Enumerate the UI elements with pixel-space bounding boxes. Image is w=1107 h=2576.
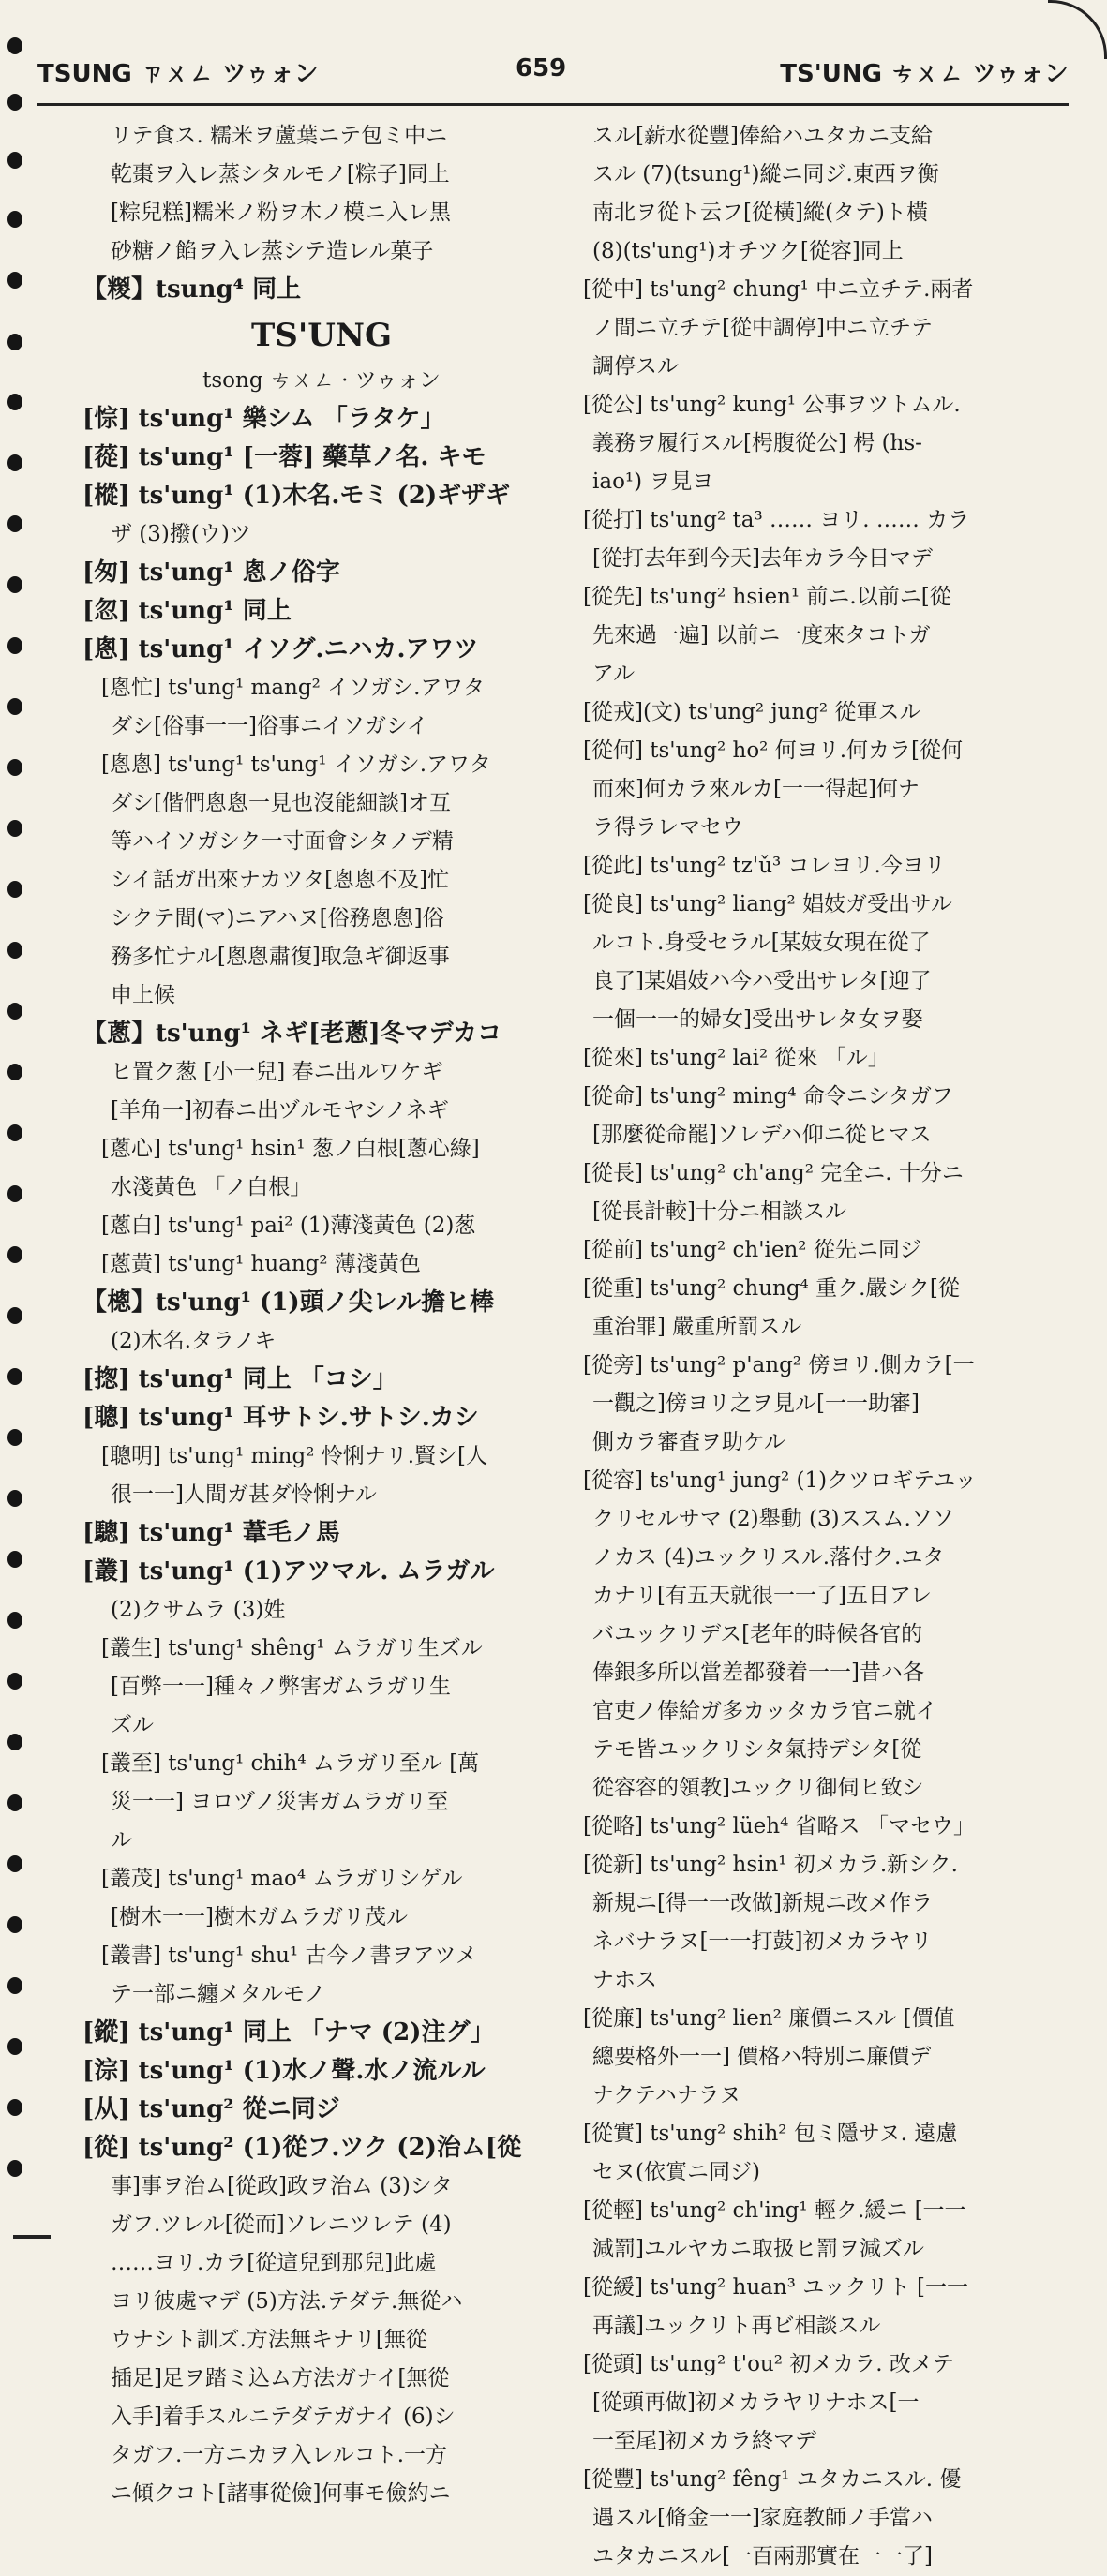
- binding-hole: [7, 1307, 22, 1324]
- dictionary-line: ヨリ彼處マデ (5)方法.テダテ.無從ハ: [111, 2289, 463, 2314]
- header-left-term: TSUNG ㄗㄨㄥ ツゥォン: [37, 60, 319, 88]
- dictionary-line: 調停スル: [592, 354, 679, 379]
- dictionary-line: ニ傾クコト[諸事從儉]何事モ儉約ニ: [111, 2481, 451, 2506]
- dictionary-line: [從容] ts'ung¹ jung² (1)クツロギテユッ: [583, 1468, 977, 1493]
- binding-hole: [7, 698, 22, 715]
- binding-hole: [7, 211, 22, 228]
- binding-hole: [7, 1673, 22, 1690]
- dictionary-line: 一觀之]傍ヨリ之ヲ見ル[一一助審]: [592, 1392, 920, 1416]
- dictionary-line: タガフ.一方ニカヲ入レルコト.一方: [111, 2443, 448, 2467]
- binding-hole: [7, 1916, 22, 1933]
- dictionary-line: [淙] ts'ung¹ (1)水ノ聲.水ノ流ルル: [82, 2057, 486, 2085]
- dictionary-line: [從頭] ts'ung² t'ou² 初メカラ. 改メテ: [583, 2352, 954, 2376]
- dictionary-line: [叢至] ts'ung¹ chih⁴ ムラガリ至ル [萬: [101, 1751, 480, 1776]
- dictionary-line: ネバナラヌ[一一打鼓]初メカラヤリ: [592, 1929, 933, 1954]
- dictionary-line: [蔥心] ts'ung¹ hsin¹ 葱ノ白根[蔥心綠]: [101, 1137, 480, 1161]
- binding-hole: [7, 1551, 22, 1568]
- dictionary-line: 一個一一的婦女]受出サレタ女ヲ娶: [592, 1007, 923, 1032]
- dictionary-line: [從重] ts'ung² chung⁴ 重ク.嚴シク[從: [583, 1276, 960, 1301]
- dictionary-line: 減罰]ユルヤカニ取扱ヒ罰ヲ減ズル: [592, 2237, 924, 2261]
- dictionary-line: スル (7)(tsung¹)縱ニ同ジ.東西ヲ衡: [592, 162, 939, 186]
- binding-hole: [7, 1246, 22, 1263]
- binding-hole: [7, 2099, 22, 2116]
- dictionary-line: [從中] ts'ung² chung¹ 中ニ立チテ.兩者: [583, 277, 974, 302]
- dictionary-line: [從命] ts'ung² ming⁴ 命令ニシタガフ: [583, 1084, 953, 1109]
- dictionary-line: [從實] ts'ung² shih² 包ミ隱サヌ. 遠慮: [583, 2122, 958, 2146]
- dictionary-line: 新規ニ[得一一改做]新規ニ改メ作ラ: [592, 1891, 933, 1915]
- dictionary-line: 總要格外一一] 價格ハ特別ニ廉價デ: [592, 2045, 932, 2069]
- page-curl: [1048, 0, 1107, 59]
- binding-hole: [7, 1185, 22, 1202]
- binding-hole: [7, 1429, 22, 1446]
- dictionary-line: TS'UNG: [250, 317, 393, 354]
- dictionary-line: [從前] ts'ung² ch'ien² 從先ニ同ジ: [583, 1238, 921, 1262]
- dictionary-line: クリセルサマ (2)舉動 (3)ススム.ソソ: [592, 1507, 954, 1531]
- binding-hole: [7, 1977, 22, 1994]
- dictionary-line: 再議]ユックリト再ビ相談スル: [592, 2314, 881, 2338]
- dictionary-line: アル: [592, 662, 636, 686]
- page-number: 659: [516, 54, 567, 82]
- dictionary-line: [從戎](文) ts'ung² jung² 從軍スル: [583, 700, 921, 724]
- dictionary-line: [從良] ts'ung² liang² 娼妓ガ受出サル: [583, 892, 952, 916]
- binding-hole: [7, 37, 22, 54]
- dictionary-line: 【糉】tsung⁴ 同上: [82, 275, 302, 304]
- dictionary-line: [從頭再做]初メカラヤリナホス[一: [592, 2390, 920, 2415]
- dictionary-line: シクテ間(マ)ニアハヌ[俗務悤悤]俗: [111, 906, 444, 931]
- dictionary-line: 官吏ノ俸給ガ多カッタカラ官ニ就イ: [592, 1699, 937, 1723]
- dictionary-line: 遇スル[脩金一一]家庭教師ノ手當ハ: [592, 2506, 933, 2530]
- binding-hole: [7, 820, 22, 837]
- binding-hole: [7, 1612, 22, 1629]
- binding-hole: [7, 1855, 22, 1872]
- binding-hole: [7, 1490, 22, 1507]
- dictionary-line: 一至尾]初メカラ終マデ: [592, 2429, 816, 2453]
- dictionary-line: [忽] ts'ung¹ 同上: [82, 597, 292, 625]
- dictionary-line: [蓯] ts'ung¹ [一蓉] 藥草ノ名. キモ: [82, 443, 486, 471]
- dictionary-line: [樅] ts'ung¹ (1)木名.モミ (2)ギザギ: [82, 482, 511, 510]
- binding-hole: [7, 759, 22, 776]
- dictionary-line: [從長計較]十分ニ相談スル: [592, 1199, 846, 1224]
- dictionary-line: [從何] ts'ung² ho² 何ヨリ.何カラ[從何: [583, 738, 963, 763]
- dictionary-line: [從打去年到今天]去年カラ今日マデ: [592, 546, 933, 571]
- dictionary-line: [從豐] ts'ung² fêng¹ ユタカニスル. 優: [583, 2467, 962, 2492]
- header-right-term: TS'UNG ㄘㄨㄥ ツゥォン: [780, 60, 1069, 88]
- dictionary-line: 等ハイソガシク一寸面會シタノデ精: [111, 829, 454, 854]
- dictionary-line: ルコト.身受セラル[某妓女現在從了: [592, 931, 931, 955]
- binding-hole: [7, 272, 22, 289]
- dictionary-line: [從來] ts'ung² lai² 從來 「ル」: [583, 1046, 890, 1070]
- dictionary-line: [從先] ts'ung² hsien¹ 前ニ.以前ニ[從: [583, 585, 951, 609]
- dictionary-line: ヒ置ク葱 [小一兒] 春ニ出ルワケギ: [111, 1060, 443, 1084]
- dictionary-line: 水淺黃色 「ノ白根」: [111, 1175, 312, 1199]
- dictionary-line: ウナシト訓ズ.方法無キナリ[無從: [111, 2328, 427, 2352]
- dictionary-line: ダシ[偕們悤悤一見也沒能細談]オ互: [111, 791, 451, 815]
- dictionary-line: [匆] ts'ung¹ 悤ノ俗字: [82, 558, 340, 587]
- dictionary-line: [鏦] ts'ung¹ 同上 「ナマ (2)注グ」: [82, 2018, 495, 2047]
- dictionary-line: 重治罪] 嚴重所罰スル: [592, 1315, 802, 1339]
- dictionary-line: [蔥黃] ts'ung¹ huang² 薄淺黃色: [101, 1252, 421, 1276]
- dictionary-line: [那麼從命罷]ソレデハ仰ニ從ヒマス: [592, 1123, 932, 1147]
- dictionary-line: [從公] ts'ung² kung¹ 公事ヲツトムル.: [583, 393, 961, 417]
- dictionary-line: 入手]着手スルニテダテガナイ (6)シ: [111, 2405, 456, 2429]
- dictionary-line: ザ (3)撥(ウ)ツ: [111, 522, 251, 546]
- dictionary-line: [叢] ts'ung¹ (1)アツマル. ムラガル: [82, 1557, 495, 1586]
- dictionary-line: [聰] ts'ung¹ 耳サトシ.サトシ.カシ: [82, 1404, 479, 1432]
- dictionary-line: [从] ts'ung² 從ニ同ジ: [82, 2095, 340, 2123]
- dictionary-line: [蔥白] ts'ung¹ pai² (1)薄淺黃色 (2)葱: [101, 1214, 476, 1238]
- dictionary-line: [從略] ts'ung² lüeh⁴ 省略ス 「マセウ」: [583, 1814, 975, 1839]
- dictionary-line: [從新] ts'ung² hsin¹ 初メカラ.新シク.: [583, 1853, 958, 1877]
- dictionary-line: [粽兒糕]糯米ノ粉ヲ木ノ模ニ入レ黒: [111, 201, 451, 225]
- dictionary-line: 俸銀多所以當差都發着一一]昔ハ各: [592, 1660, 924, 1685]
- dictionary-line: iao¹) ヲ見ヨ: [592, 469, 714, 494]
- dictionary-line: [樹木一一]樹木ガムラガリ茂ル: [111, 1905, 408, 1929]
- dictionary-line: [驄] ts'ung¹ 葦毛ノ馬: [82, 1519, 340, 1547]
- dictionary-line: 【樬】ts'ung¹ (1)頭ノ尖レル擔ヒ棒: [82, 1288, 495, 1317]
- dictionary-line: 良了]某娼妓ハ今ハ受出サレタ[迎了: [592, 969, 932, 993]
- footer-mark: [13, 2235, 51, 2239]
- dictionary-line: [悰] ts'ung¹ 樂シム 「ラタケ」: [82, 405, 445, 433]
- dictionary-line: 插足]足ヲ踏ミ込ム方法ガナイ[無從: [111, 2366, 450, 2390]
- dictionary-line: [從旁] ts'ung² p'ang² 傍ヨリ.側カラ[一: [583, 1353, 975, 1377]
- dictionary-line: (8)(ts'ung¹)オチツク[從容]同上: [592, 239, 904, 263]
- binding-hole: [7, 1734, 22, 1750]
- dictionary-line: 南北ヲ從ト云フ[從橫]縱(タテ)ト橫: [592, 201, 928, 225]
- dictionary-line: ガフ.ツレル[從而]ソレニツレテ (4): [111, 2212, 452, 2237]
- dictionary-line: [從廉] ts'ung² lien² 廉價ニスル [價值: [583, 2006, 955, 2031]
- dictionary-line: テモ皆ユックリシタ氣持デシタ[從: [592, 1737, 922, 1762]
- dictionary-line: ズル: [111, 1713, 154, 1737]
- binding-holes: [0, 0, 37, 2257]
- dictionary-line: ノ間ニ立チテ[從中調停]中ニ立チテ: [592, 316, 933, 340]
- binding-hole: [7, 881, 22, 898]
- dictionary-line: [叢生] ts'ung¹ shêng¹ ムラガリ生ズル: [101, 1636, 483, 1660]
- dictionary-line: [悤忙] ts'ung¹ mang² イソガシ.アワタ: [101, 676, 486, 700]
- dictionary-line: (2)木名.タラノキ: [111, 1329, 277, 1353]
- dictionary-line: 義務ヲ履行スル[枵腹從公] 枵 (hs-: [592, 431, 922, 455]
- dictionary-line: [揔] ts'ung¹ 同上 「コシ」: [82, 1365, 397, 1393]
- dictionary-line: 先來過一遍] 以前ニ一度來タコトガ: [592, 623, 931, 648]
- binding-hole: [7, 1368, 22, 1385]
- dictionary-line: 災一一] ヨロヅノ災害ガムラガリ至: [111, 1790, 449, 1814]
- dictionary-line: [從輕] ts'ung² ch'ing¹ 輕ク.緩ニ [一一: [583, 2198, 966, 2223]
- binding-hole: [7, 637, 22, 654]
- dictionary-line: スル[薪水從豐]俸給ハユタカニ支給: [592, 124, 933, 148]
- binding-hole: [7, 1124, 22, 1141]
- dictionary-line: [百弊一一]種々ノ弊害ガムラガリ生: [111, 1675, 451, 1699]
- dictionary-line: 申上候: [111, 983, 175, 1007]
- dictionary-line: ル: [111, 1828, 132, 1853]
- dictionary-line: リテ食ス. 糯米ヲ蘆葉ニテ包ミ中ニ: [111, 124, 448, 148]
- dictionary-line: 很一一]人間ガ甚ダ怜悧ナル: [111, 1482, 377, 1507]
- dictionary-line: [從長] ts'ung² ch'ang² 完全ニ. 十分ニ: [583, 1161, 964, 1185]
- dictionary-line: ナクテハナラヌ: [592, 2083, 741, 2107]
- dictionary-line: カナリ[有五天就很一一了]五日アレ: [592, 1584, 933, 1608]
- binding-hole: [7, 94, 22, 111]
- dictionary-line: シイ話ガ出來ナカツタ[悤悤不及]忙: [111, 868, 450, 892]
- dictionary-line: セヌ(依實ニ同ジ): [592, 2160, 760, 2184]
- dictionary-line: [悤悤] ts'ung¹ ts'ung¹ イソガシ.アワタ: [101, 752, 491, 777]
- dictionary-line: (2)クサムラ (3)姓: [111, 1598, 286, 1622]
- dictionary-line: バユックリデス[老年的時候各官的: [592, 1622, 923, 1646]
- binding-hole: [7, 1064, 22, 1080]
- binding-hole: [7, 2160, 22, 2177]
- right-column: [564, 117, 1075, 2576]
- dictionary-line: [叢茂] ts'ung¹ mao⁴ ムラガリシゲル: [101, 1867, 463, 1891]
- dictionary-line: [從此] ts'ung² tz'ǔ³ コレヨリ.今ヨリ: [583, 854, 946, 878]
- page-header: [37, 54, 1069, 96]
- dictionary-line: ユタカニスル[一百兩那實在一一了]: [592, 2544, 933, 2569]
- dictionary-line: [叢書] ts'ung¹ shu¹ 古今ノ書ヲアツメ: [101, 1943, 478, 1968]
- dictionary-line: 事]事ヲ治ム[從政]政ヲ治ム (3)シタ: [111, 2174, 453, 2198]
- left-column: [82, 117, 561, 2513]
- dictionary-line: [從] ts'ung² (1)從フ.ツク (2)治ム[從: [82, 2134, 522, 2162]
- dictionary-line: テ一部ニ纏メタルモノ: [111, 1982, 326, 2006]
- dictionary-line: [從打] ts'ung² ta³ …… ヨリ. …… カラ: [583, 508, 970, 532]
- dictionary-line: ……ヨリ.カラ[從這兒到那兒]此處: [111, 2251, 437, 2275]
- binding-hole: [7, 1794, 22, 1811]
- dictionary-line: ナホス: [592, 1968, 657, 1992]
- dictionary-line: [聰明] ts'ung¹ ming² 怜悧ナリ.賢シ[人: [101, 1444, 488, 1468]
- dictionary-line: [從緩] ts'ung² huan³ ユックリト [一一: [583, 2275, 969, 2300]
- dictionary-line: 而來]何カラ來ルカ[一一得起]何ナ: [592, 777, 920, 801]
- dictionary-line: 從容容的領教]ユックリ御伺ヒ致シ: [592, 1776, 924, 1800]
- header-rule: [37, 103, 1069, 106]
- binding-hole: [7, 942, 22, 959]
- binding-hole: [7, 515, 22, 532]
- dictionary-line: [羊角一]初春ニ出ヅルモヤシノネギ: [111, 1098, 449, 1123]
- binding-hole: [7, 1003, 22, 1020]
- binding-hole: [7, 334, 22, 350]
- binding-hole: [7, 2038, 22, 2055]
- dictionary-line: ラ得ラレマセウ: [592, 815, 743, 840]
- binding-hole: [7, 152, 22, 169]
- dictionary-line: 砂糖ノ餡ヲ入レ蒸シテ造レル菓子: [111, 239, 434, 263]
- dictionary-line: ダシ[俗事一一]俗事ニイソガシイ: [111, 714, 428, 738]
- binding-hole: [7, 394, 22, 410]
- dictionary-line: 乾棗ヲ入レ蒸シタルモノ[粽子]同上: [111, 162, 450, 186]
- dictionary-line: 務多忙ナル[悤悤肅復]取急ギ御返事: [111, 945, 450, 969]
- dictionary-line: 【蔥】ts'ung¹ ネギ[老蔥]冬マデカコ: [82, 1020, 502, 1048]
- dictionary-line: ノカス (4)ユックリスル.落付ク.ユタ: [592, 1545, 945, 1570]
- binding-hole: [7, 576, 22, 593]
- binding-hole: [7, 454, 22, 471]
- dictionary-line: tsong ㄘㄨㄥ · ツゥォン: [202, 368, 441, 393]
- dictionary-line: 側カラ審査ヲ助ケル: [592, 1430, 785, 1454]
- dictionary-line: [悤] ts'ung¹ イソグ.ニハカ.アワツ: [82, 635, 479, 663]
